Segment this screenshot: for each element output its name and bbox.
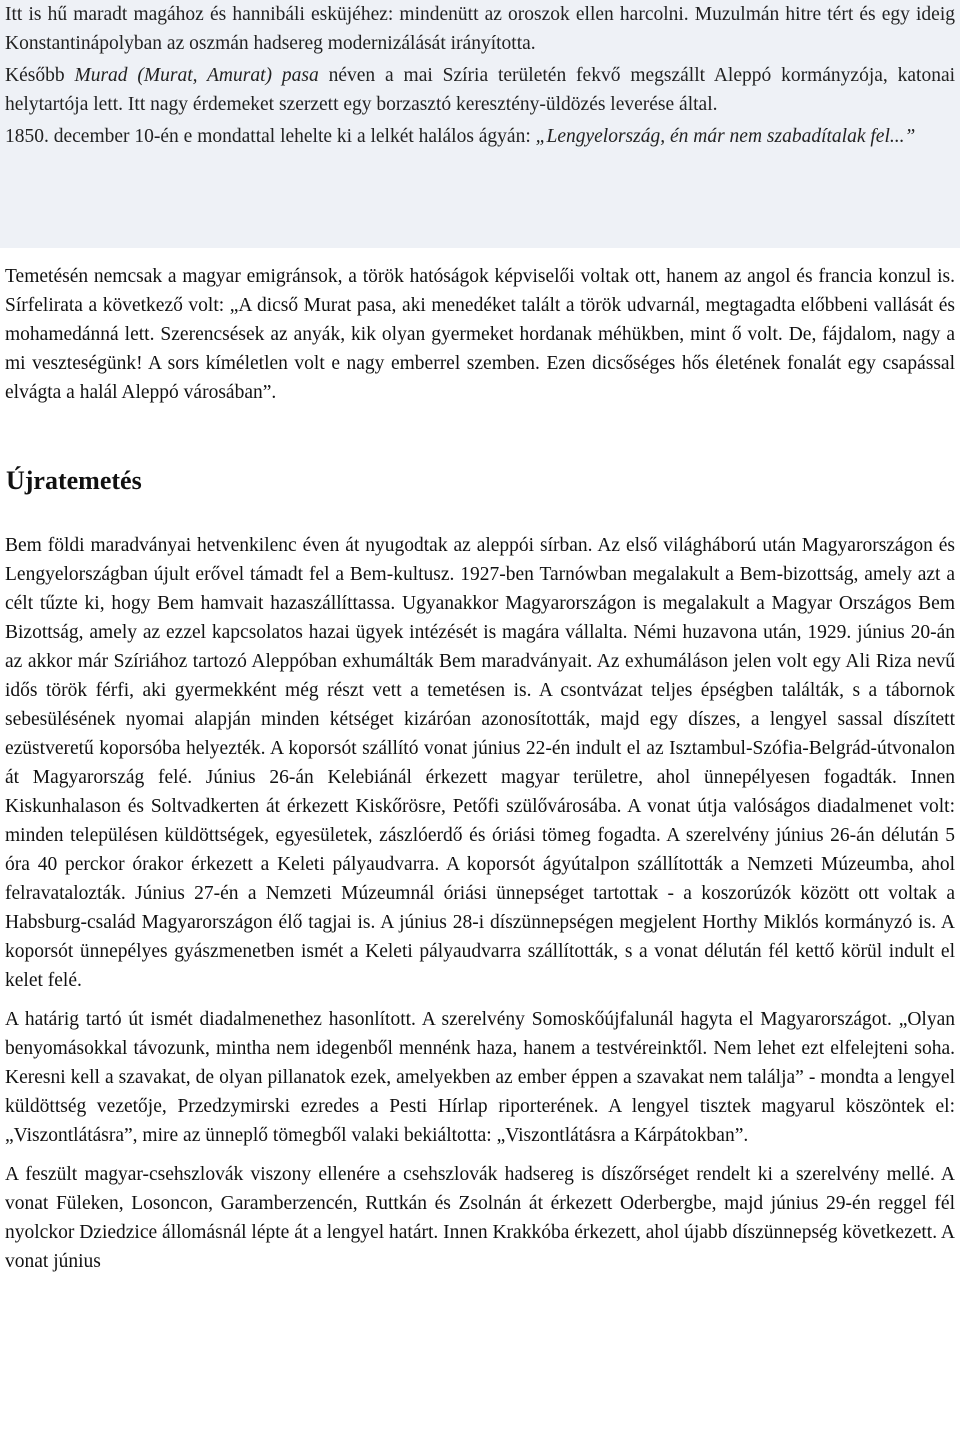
intro-paragraph-2 — [0, 61, 960, 119]
intro-paragraph-2-end: néven a mai Szíria területén fekvő megszállt Aleppó kormányzója, katonai helytartója lett. Itt nagy érdemeket szerzett egy borzasztó keresztény-üldözés leverése által. — [5, 65, 956, 115]
murad-pasa-name: Murad (Murat, Amurat) pasa — [74, 65, 319, 86]
intro-paragraph-3 — [0, 122, 960, 151]
highlighted-intro-block — [0, 0, 960, 248]
section-title: Újratemetés — [6, 466, 142, 495]
intro-paragraph-1: Itt is hű maradt magához és hannibáli esküjéhez: mindenütt az oroszok ellen harcolni. Muzulmán hitre tért és egy ideig Konstantinápolyban az oszmán hadsereg modernizálását irányította. — [5, 4, 955, 54]
reburial-paragraph-2: A határig tartó út ismét diadalmenethez hasonlított. A szerelvény Somoskőújfalunál hagyta el Magyarországot. „Olyan benyomásokkal távozunk, mintha nem idegenből mennénk haza, hanem a testvéreinktől. Nem lehet ezt elfelejteni soha. Keresni kell a szavakat, de olyan pillanatok ezek, amelyekben az ember éppen a szavakat nem találja” - mondta a lengyel küldöttség vezetője, Przedzymirski ezredes a Pesti Hírlap riporterének. A lengyel tisztek magyarul köszöntek el: „Viszontlátásra”, mire az ünneplő tömegből valaki bekiáltotta: „Viszontlátásra a Kárpátokban”. — [5, 1009, 955, 1146]
intro-paragraph-3-start: 1850. december 10-én e mondattal lehelte ki a lelkét halálos ágyán: — [5, 126, 536, 147]
reburial-paragraph-1: Bem földi maradványai hetvenkilenc éven át nyugodtak az aleppói sírban. Az első világháború után Magyarországon és Lengyelországban újult erővel támadt fel a Bem-kultusz. 1927-ben Tarnówban megalakult a Bem-bizottság, amely azt a célt tűzte ki, hogy Bem hamvait hazaszállíttassa. Ugyanakkor Magyarországon is megalakult a Magyar Országos Bem Bizottság, amely az ezzel kapcsolatos hazai ügyek intézését is magára vállalta. Némi huzavona után, 1929. június 20-án az akkor már Szíriához tartozó Aleppóban exhumálták Bem maradványait. Az exhumáláson jelen volt egy Ali Riza nevű idős török férfi, aki gyermekként még részt vett a temetésen is. A csontvázat teljes épségben találták, s a tábornok sebesülésének nyomai alapján minden kétséget kizáróan azonosították, majd egy díszes, a lengyel sassal díszített ezüstveretű koporsóba helyezték. A koporsót szállító vonat június 22-én indult el az Isztambul-Szófia-Belgrád-útvonalon át Magyarország felé. Június 26-án Kelebiánál érkezett magyar területre, ahol ünnepélyesen fogadták. Innen Kiskunhalason és Soltvadkerten át érkezett Kiskőrösre, Petőfi szülővárosába. A vonat útja valóságos diadalmenet volt: minden településen küldöttségek, egyesületek, zászlóerdő és óriási tömeg fogadta. A szerelvény június 26-án délután 5 óra 40 perckor órakor érkezett a Keleti pályaudvarra. A koporsót ágyútalpon szállították a Nemzeti Múzeumba, ahol felravatalozták. Június 27-én a Nemzeti Múzeumnál óriási ünnepséget tartottak - a koszorúzók között ott voltak a Habsburg-család Magyarországon élő tagjai is. A június 28-i díszünnepségen megjelent Horthy Miklós kormányzó is. A koporsót ünnepélyes gyászmenetben ismét a Keleti pályaudvarra szállították, s a vonat délután fél kettő körül indult el kelet felé. — [5, 535, 955, 991]
reburial-section — [0, 531, 960, 1276]
funeral-paragraph: Temetésén nemcsak a magyar emigránsok, a török hatóságok képviselői voltak ott, hanem az angol és francia konzul is. Sírfelirata a következő volt: „A dicső Murat pasa, aki menedéket talált a török udvarnál, megtagadta előbbeni vallását és mohamedánná lett. Szerencsések az anyák, kik olyan gyermeket hordanak méhükben, mint ő volt. De, fájdalom, nagy a mi veszteségünk! A sors kíméletlen volt e nagy emberrel szemben. Ezen dicsőséges hős életének fonalát egy csapással elvágta a halál Aleppó városában”. — [5, 266, 955, 403]
intro-paragraph-2-start: Később — [5, 65, 75, 86]
last-words-quote: „Lengyelország, én már nem szabadítalak fel...” — [535, 126, 916, 147]
funeral-block — [0, 262, 960, 407]
reburial-paragraph-3: A feszült magyar-csehszlovák viszony ellenére a csehszlovák hadsereg is díszőrséget rendelt ki a szerelvény mellé. A vonat Füleken, Losoncon, Garamberzencén, Ruttkán és Zsolnán át érkezett Oderbergbe, majd június 29-én reggel fél nyolckor Dziedzice állomásnál lépte át a lengyel határt. Innen Krakkóba érkezett, ahol újabb díszünnepség következett. A vonat június — [5, 1164, 955, 1272]
